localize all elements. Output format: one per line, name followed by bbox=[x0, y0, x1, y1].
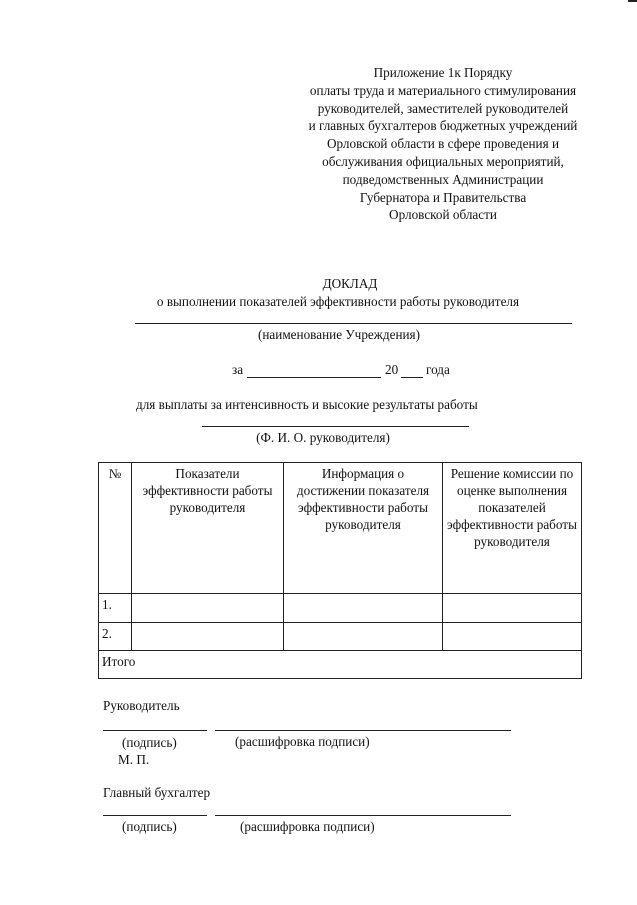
stamp-label: М. П. bbox=[118, 752, 150, 767]
appendix-line: Губернатора и Правительства bbox=[359, 189, 527, 205]
head-name-line bbox=[202, 426, 469, 427]
appendix-line: обслуживания официальных мероприятий, bbox=[322, 153, 564, 169]
accountant-decode-line bbox=[215, 815, 511, 816]
institution-line bbox=[135, 323, 572, 324]
institution-caption: (наименование Учреждения) bbox=[257, 327, 421, 342]
table-row bbox=[99, 623, 582, 651]
row-number: 2. bbox=[99, 623, 132, 651]
period-date-line bbox=[247, 377, 381, 378]
head-caption: (Ф. И. О. руководителя) bbox=[256, 430, 390, 445]
head-sign-line bbox=[103, 730, 207, 731]
indicators-table bbox=[98, 462, 582, 679]
table-cell bbox=[284, 623, 443, 651]
table-cell bbox=[443, 594, 582, 623]
table-cell bbox=[443, 623, 582, 651]
accountant-label: Главный бухгалтер bbox=[103, 785, 211, 800]
header-indicators: Показатели эффективности работы руководителя bbox=[132, 463, 284, 594]
appendix-line: Приложение 1к Порядку bbox=[373, 65, 513, 80]
period-year-line bbox=[401, 377, 423, 378]
appendix-line: Орловской области bbox=[389, 207, 497, 223]
period-prefix: за bbox=[232, 362, 244, 377]
period-suffix: года bbox=[426, 362, 450, 377]
accountant-sign-caption: (подпись) bbox=[122, 819, 177, 834]
appendix-line: Орловской области в сфере проведения и bbox=[326, 136, 560, 152]
head-sign-caption: (подпись) bbox=[122, 735, 177, 750]
table-cell bbox=[284, 594, 443, 623]
appendix-line: оплаты труда и материального стимулирования bbox=[309, 82, 577, 98]
appendix-line: руководителей, заместителей руководителей bbox=[317, 100, 569, 116]
head-decode-caption: (расшифровка подписи) bbox=[235, 734, 370, 749]
appendix-block bbox=[288, 64, 598, 224]
head-label: Руководитель bbox=[103, 698, 180, 713]
table-row bbox=[99, 594, 582, 623]
header-decision: Решение комиссии по оценке выполнения показателей эффективности работы руководителя bbox=[443, 463, 582, 594]
table-header-row bbox=[99, 463, 582, 594]
appendix-line: и главных бухгалтеров бюджетных учреждений bbox=[308, 118, 578, 134]
purpose-text: для выплаты за интенсивность и высокие результаты работы bbox=[136, 397, 478, 412]
appendix-line: подведомственных Администрации bbox=[342, 171, 544, 187]
row-number: 1. bbox=[99, 594, 132, 623]
table-cell bbox=[132, 623, 284, 651]
header-num: № bbox=[99, 463, 132, 594]
accountant-decode-caption: (расшифровка подписи) bbox=[240, 819, 375, 834]
header-information: Информация о достижении показателя эффективности работы руководителя bbox=[284, 463, 443, 594]
head-decode-line bbox=[215, 730, 511, 731]
report-title: ДОКЛАД bbox=[322, 276, 378, 291]
table-cell bbox=[132, 594, 284, 623]
total-label: Итого bbox=[99, 651, 582, 679]
report-subtitle: о выполнении показателей эффективности работы руководителя bbox=[156, 294, 520, 309]
scan-mark bbox=[628, 0, 637, 2]
table-total-row bbox=[99, 651, 582, 679]
accountant-sign-line bbox=[103, 815, 207, 816]
period-year-prefix: 20 bbox=[385, 362, 399, 377]
